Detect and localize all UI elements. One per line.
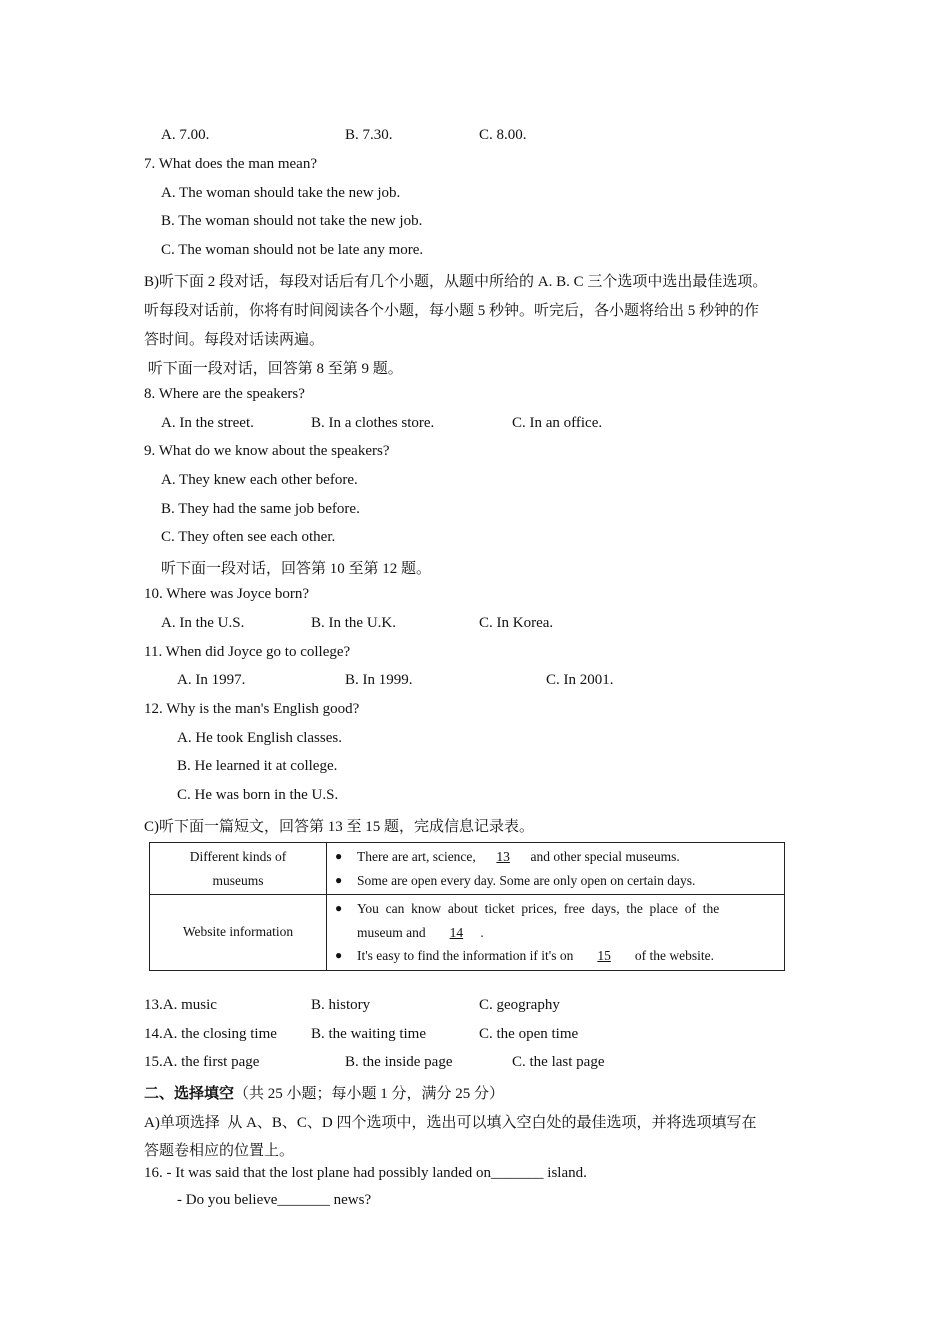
table-row (150, 895, 785, 971)
bullet-item (335, 897, 780, 944)
row-content-website (327, 895, 785, 971)
q15-option-c: C. the last page (512, 1054, 605, 1070)
q11-option-a: A. In 1997. (177, 672, 246, 688)
q12-option-a: A. He took English classes. (177, 730, 342, 746)
q6-option-b: B. 7.30. (345, 127, 393, 143)
section-c-instruction: C)听下面一篇短文，回答第 13 至 15 题，完成信息记录表。 (144, 819, 535, 835)
q10-question: 10. Where was Joyce born? (144, 586, 310, 602)
q12-option-b: B. He learned it at college. (177, 758, 338, 774)
row-header-website: Website information (150, 895, 327, 971)
q6-option-a: A. 7.00. (161, 127, 210, 143)
q11-option-c: C. In 2001. (546, 672, 614, 688)
section-b-instruction-3: 答时间。每段对话读两遍。 (144, 332, 325, 348)
q13-option-c: C. geography (479, 997, 560, 1013)
q13-option-b: B. history (311, 997, 371, 1013)
row-header-line: Different kinds of (189, 848, 287, 864)
bullet-text: It's easy to find the information if it's on 15 of the website. (357, 944, 714, 968)
blank-14: 14 (449, 924, 464, 940)
dialog-2-intro: 听下面一段对话，回答第 10 至第 12 题。 (161, 561, 432, 577)
bullet-text: There are art, science, 13 and other special museums. (357, 845, 680, 869)
q7-question: 7. What does the man mean? (144, 156, 317, 172)
q10-option-a: A. In the U.S. (161, 615, 245, 631)
bullet-icon: ● (335, 849, 343, 863)
bullet-icon: ● (335, 901, 343, 915)
q10-option-c: C. In Korea. (479, 615, 554, 631)
q11-question: 11. When did Joyce go to college? (144, 644, 351, 660)
q7-option-c: C. The woman should not be late any more. (161, 242, 424, 258)
q9-option-b: B. They had the same job before. (161, 501, 360, 517)
q14-option-c: C. the open time (479, 1026, 579, 1042)
q14-option-b: B. the waiting time (311, 1026, 426, 1042)
dialog-1-intro: 听下面一段对话，回答第 8 至第 9 题。 (144, 361, 403, 377)
q15-option-b: B. the inside page (345, 1054, 453, 1070)
q13-option-a: 13.A. music (144, 997, 217, 1013)
bullet-icon: ● (335, 948, 343, 962)
q16-line-1: 16. - It was said that the lost plane had possibly landed on_______ island. (144, 1165, 587, 1181)
info-record-table (149, 842, 785, 971)
blank-13: 13 (496, 849, 510, 864)
q7-option-a: A. The woman should take the new job. (161, 185, 401, 201)
q9-option-a: A. They knew each other before. (161, 472, 358, 488)
q8-option-a: A. In the street. (161, 415, 254, 431)
part2-heading: 二、选择填空 (144, 1086, 235, 1102)
part2-heading-note: （共 25 小题；每小题 1 分，满分 25 分） (234, 1086, 505, 1102)
q8-question: 8. Where are the speakers? (144, 386, 305, 402)
q8-option-b: B. In a clothes store. (311, 415, 435, 431)
q9-question: 9. What do we know about the speakers? (144, 443, 390, 459)
q8-option-c: C. In an office. (512, 415, 603, 431)
bullet-text: You can know about ticket prices, free days, the place of the museum and 14 . (357, 897, 719, 944)
table-row (150, 843, 785, 895)
row-header-museum-kinds (150, 843, 327, 895)
q12-option-c: C. He was born in the U.S. (177, 787, 339, 803)
part2-heading-line (144, 1082, 504, 1103)
q16-line-2: - Do you believe_______ news? (177, 1192, 372, 1208)
row-content-museum-kinds (327, 843, 785, 895)
q15-option-a: 15.A. the first page (144, 1054, 260, 1070)
bullet-item (335, 845, 780, 869)
section-b-instruction-1: B)听下面 2 段对话，每段对话后有几个小题，从题中所给的 A. B. C 三个选项中选出最佳选项。 (144, 274, 768, 290)
part2-section-a-instruction-1: A)单项选择 从 A、B、C、D 四个选项中，选出可以填入空白处的最佳选项，并将选项填写在 (144, 1115, 757, 1131)
section-b-instruction-2: 听每段对话前，你将有时间阅读各个小题，每小题 5 秒钟。听完后，各小题将给出 5 秒钟的作 (144, 303, 760, 319)
part2-section-a-instruction-2: 答题卷相应的位置上。 (144, 1143, 295, 1159)
q14-option-a: 14.A. the closing time (144, 1026, 277, 1042)
q12-question: 12. Why is the man's English good? (144, 701, 360, 717)
q11-option-b: B. In 1999. (345, 672, 413, 688)
bullet-item (335, 944, 780, 968)
bullet-icon: ● (335, 872, 343, 887)
row-header-line: museums (212, 872, 264, 888)
blank-15: 15 (597, 948, 611, 963)
q6-option-c: C. 8.00. (479, 127, 527, 143)
bullet-item (335, 869, 780, 893)
q7-option-b: B. The woman should not take the new job. (161, 213, 423, 229)
q10-option-b: B. In the U.K. (311, 615, 396, 631)
bullet-text: Some are open every day. Some are only open on certain days. (357, 872, 696, 888)
q9-option-c: C. They often see each other. (161, 529, 336, 545)
